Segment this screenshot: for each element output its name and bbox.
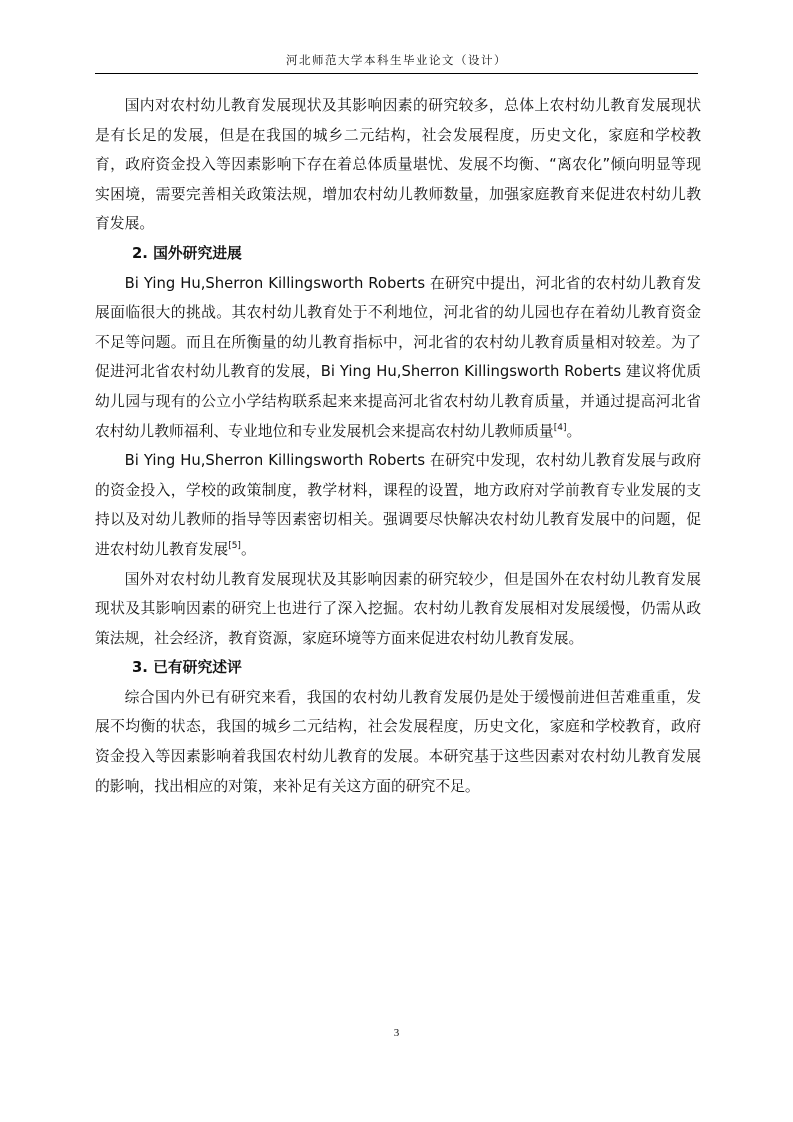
- header-divider: [95, 73, 698, 74]
- citation-ref: [5]: [228, 540, 241, 551]
- section-heading-foreign-research: 2. 国外研究进展: [132, 244, 242, 262]
- paragraph-foreign-summary: 国外对农村幼儿教育发展现状及其影响因素的研究较少，但是国外在农村幼儿教育发展现状及其影响因素的研究上也进行了深入挖掘。农村幼儿教育发展相对发展缓慢，仍需从政策法规，社会经济，教育资源，家庭环境等方面来促进农村幼儿教育发展。: [95, 570, 701, 647]
- section-heading-review: 3. 已有研究述评: [132, 659, 242, 677]
- citation-ref: [4]: [553, 422, 567, 433]
- paragraph-foreign-findings: [95, 446, 701, 564]
- page-number: 3: [393, 1027, 400, 1039]
- paragraph-review: 综合国内外已有研究来看，我国的农村幼儿教育发展仍是处于缓慢前进但苦难重重，发展不均衡的状态，我国的城乡二元结构，社会发展程度，历史文化，家庭和学校教育，政府资金投入等因素影响着我国农村幼儿教育的发展。本研究基于这些因素对农村幼儿教育发展的影响，找出相应的对策，来补足有关这方面的研究不足。: [95, 688, 701, 795]
- paragraph-text: Bi Ying Hu,Sherron Killingsworth Roberts 在研究中提出，河北省的农村幼儿教育发展面临很大的挑战。其农村幼儿教育处于不利地位，河北省的幼儿园也存在着幼儿教育资金不足等问题。而且在所衡量的幼儿教育指标中，河北省的农村幼儿教育质量相对较差。为了促进河北省农村幼儿教育的发展，Bi Ying Hu,Sherron Killingsworth Roberts 建议将优质幼儿园与现有的公立小学结构联系起来来提高河北省农村幼儿教育质量，并通过提高河北省农村幼儿教师福利、专业地位和专业发展机会来提高农村幼儿教师质量: [95, 274, 701, 440]
- paragraph-end: 。: [566, 422, 582, 440]
- body-text: [95, 91, 701, 801]
- running-header: 河北师范大学本科生毕业论文（设计）: [286, 53, 507, 67]
- paragraph-text: Bi Ying Hu,Sherron Killingsworth Roberts 在研究中发现，农村幼儿教育发展与政府的资金投入，学校的政策制度，教学材料，课程的设置，地方政府对学前教育专业发展的支持以及对幼儿教师的指导等因素密切相关。强调要尽快解决农村幼儿教育发展中的问题，促进农村幼儿教育发展: [95, 452, 701, 558]
- paragraph-foreign-hebei: [95, 269, 701, 447]
- paragraph-domestic-summary: 国内对农村幼儿教育发展现状及其影响因素的研究较多，总体上农村幼儿教育发展现状是有长足的发展，但是在我国的城乡二元结构，社会发展程度，历史文化，家庭和学校教育，政府资金投入等因素影响下存在着总体质量堪忧、发展不均衡、“离农化”倾向明显等现实困境，需要完善相关政策法规，增加农村幼儿教师数量，加强家庭教育来促进农村幼儿教育发展。: [95, 97, 701, 233]
- paragraph-end: 。: [240, 540, 256, 558]
